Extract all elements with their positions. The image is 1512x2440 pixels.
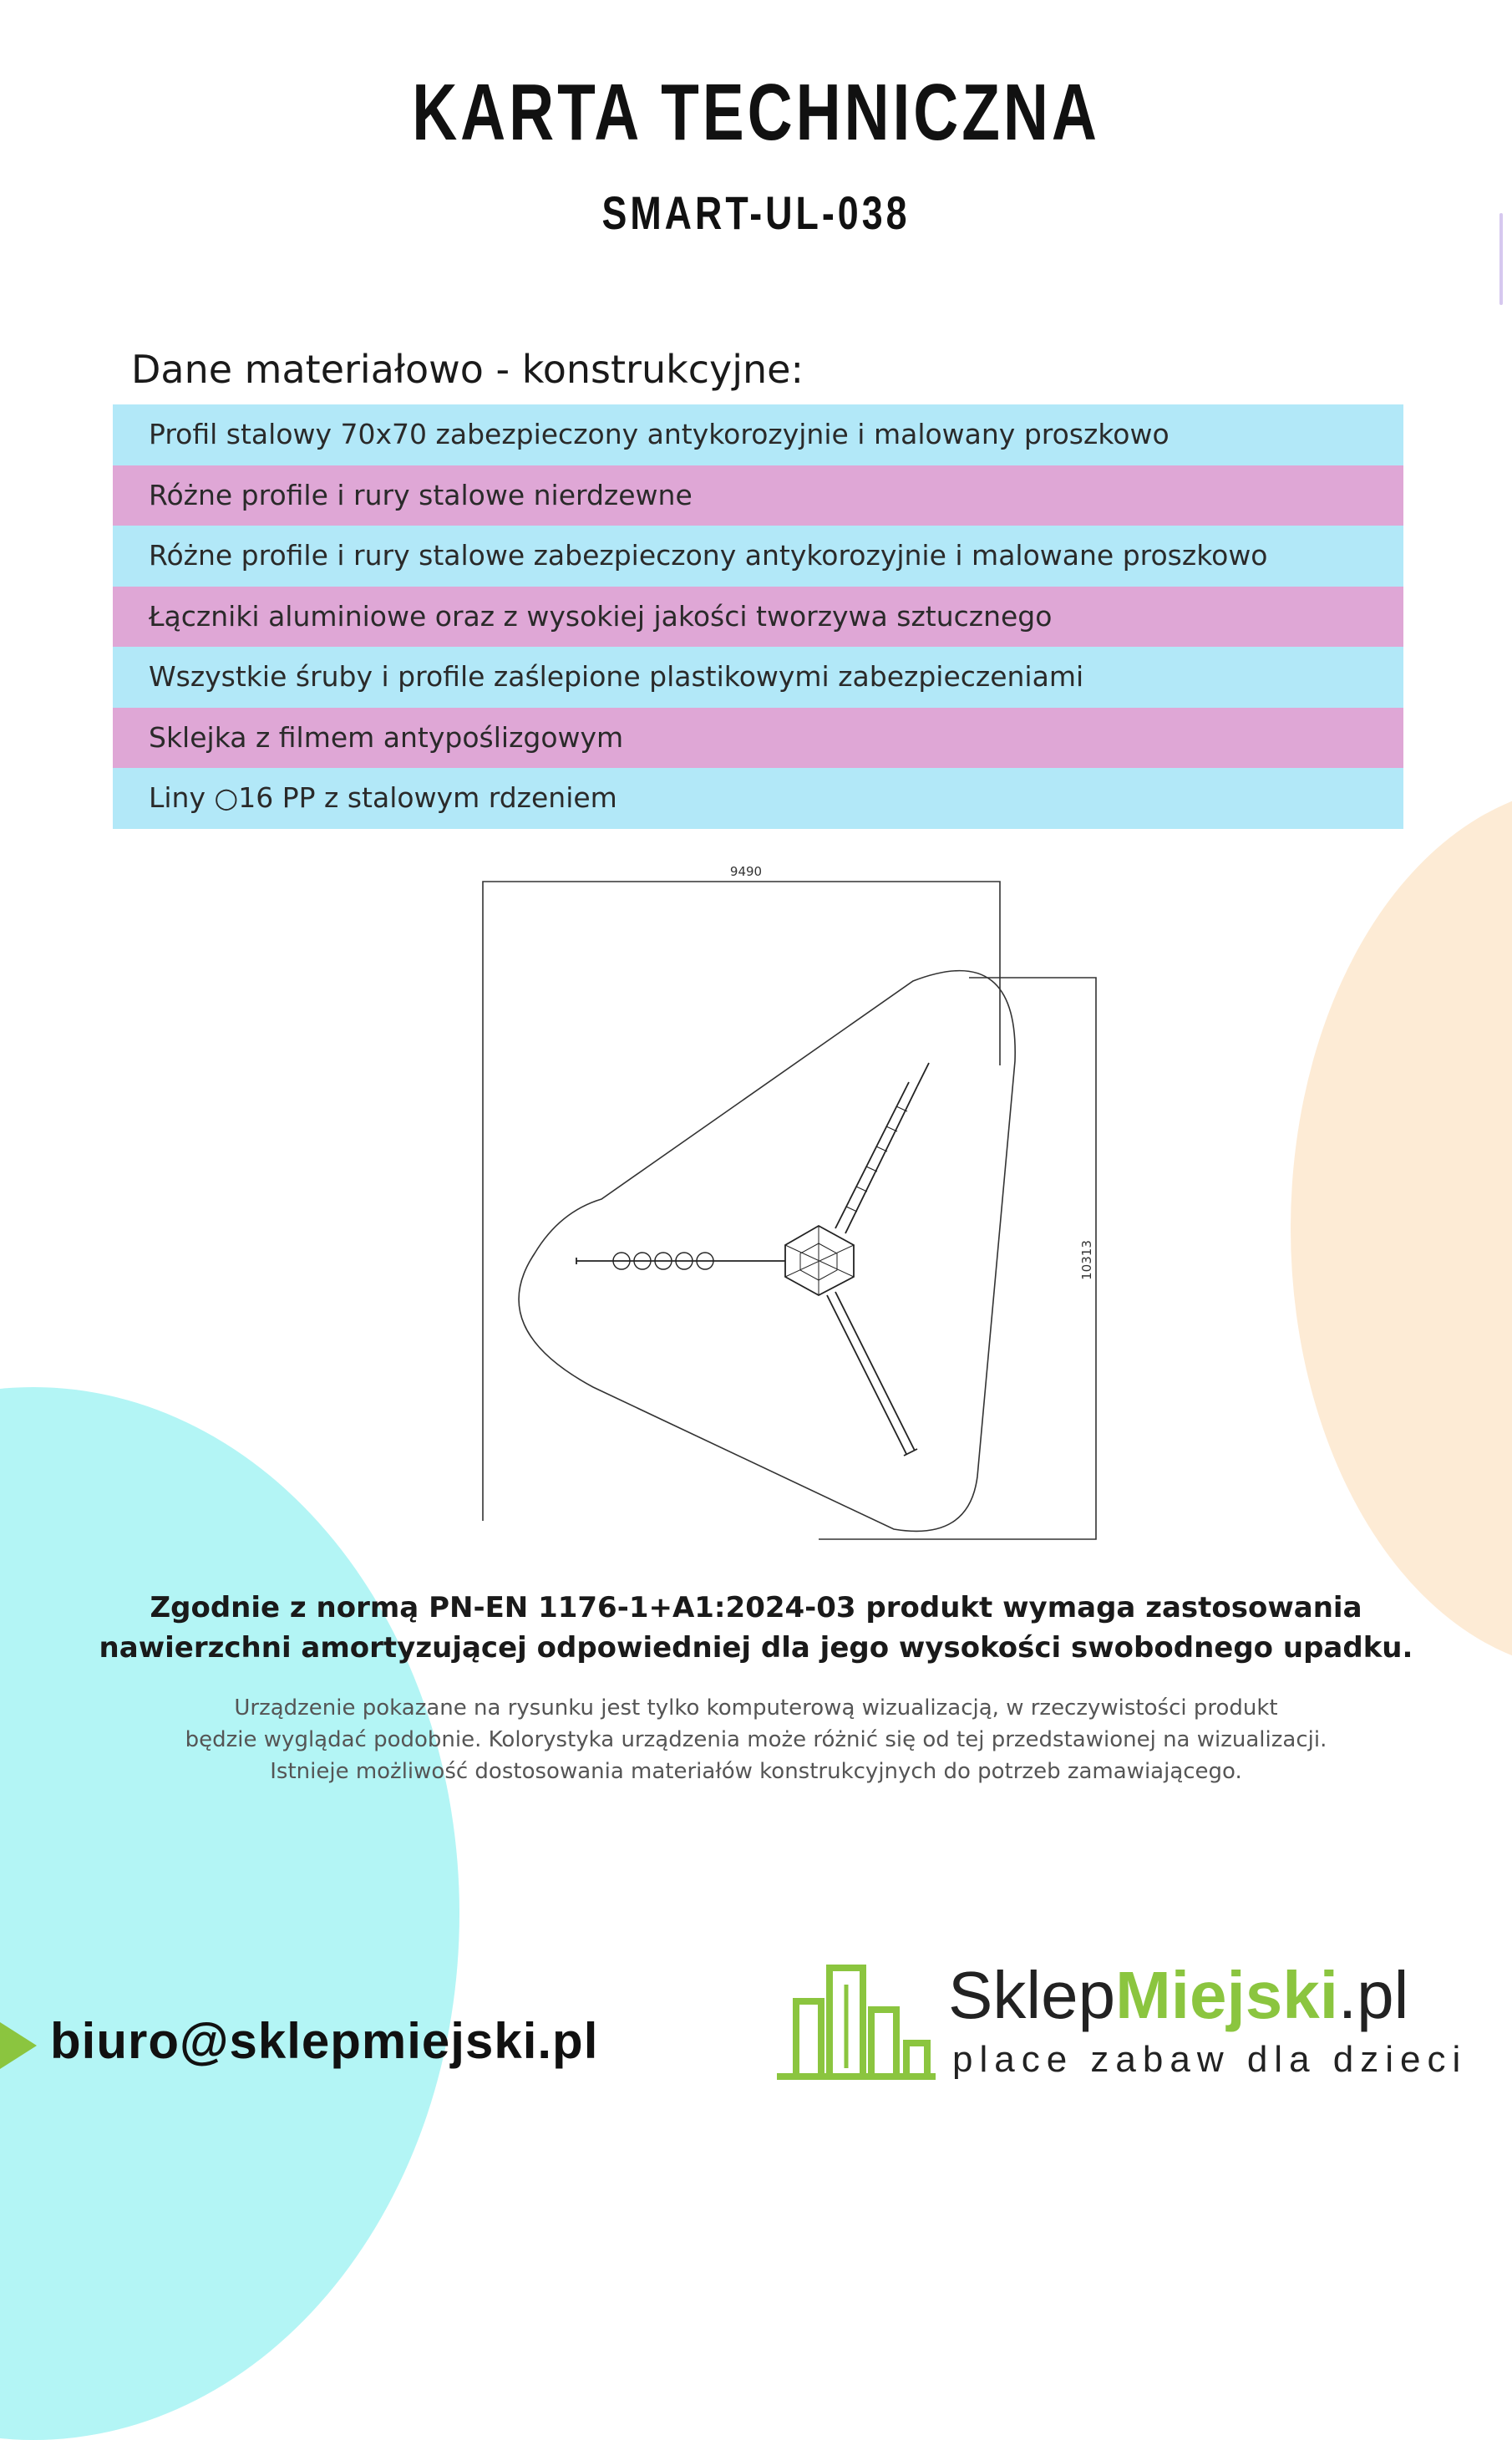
ladder-rung (866, 1167, 877, 1172)
brand-part: Sklep (948, 1958, 1116, 2032)
safety-zone-outline (519, 971, 1015, 1532)
product-code: SMART-UL-038 (601, 186, 911, 239)
page-title: KARTA TECHNICZNA (412, 68, 1100, 157)
norm-line: nawierzchni amortyzującej odpowiedniej dla jego wysokości swobodnego upadku. (99, 1631, 1413, 1665)
lower-arm (827, 1295, 906, 1454)
brand-name (948, 1957, 1408, 2034)
brand-tagline: place zabaw dla dzieci (952, 2039, 1468, 2080)
materials-row: Łączniki aluminiowe oraz z wysokiej jakości tworzywa sztucznego (113, 587, 1403, 648)
materials-heading: Dane materiałowo - konstrukcyjne: (131, 347, 804, 392)
height-dimension-box (819, 978, 1096, 1539)
decorative-cyan-circle (0, 1387, 459, 2440)
lower-arm (835, 1292, 915, 1451)
materials-row: Różne profile i rury stalowe nierdzewne (113, 465, 1403, 526)
norm-notice (0, 1588, 1512, 1668)
height-dimension-label: 10313 (1079, 1240, 1094, 1280)
materials-row: Profil stalowy 70x70 zabezpieczony antykorozyjnie i malowany proszkowo (113, 404, 1403, 465)
technical-drawing (468, 861, 1111, 1546)
disclaimer (0, 1692, 1512, 1787)
ladder-rung (856, 1187, 867, 1192)
materials-table (113, 404, 1403, 829)
ladder-rung (876, 1146, 887, 1151)
contact-email[interactable]: biuro@sklepmiejski.pl (50, 2013, 599, 2069)
disclaimer-line: Istnieje możliwość dostosowania materiałów konstrukcyjnych do potrzeb zamawiającego. (270, 1759, 1242, 1784)
width-dimension-label: 9490 (729, 864, 763, 879)
materials-row: Liny ○16 PP z stalowym rdzeniem (113, 768, 1403, 829)
upper-arm-top (917, 1063, 929, 1086)
materials-row: Sklejka z filmem antypoślizgowym (113, 708, 1403, 769)
decorative-peach-circle (1291, 785, 1512, 1671)
materials-row: Różne profile i rury stalowe zabezpieczony antykorozyjnie i malowane proszkowo (113, 526, 1403, 587)
ladder-rung (886, 1126, 897, 1131)
arrow-icon (0, 2022, 37, 2069)
brand-part: .pl (1337, 1958, 1409, 2032)
ladder-rung (846, 1207, 857, 1212)
building-logo-icon (773, 1951, 940, 2085)
decorative-corner-mark (1499, 213, 1503, 305)
disclaimer-line: Urządzenie pokazane na rysunku jest tylko komputerową wizualizacją, w rzeczywistości produkt (234, 1695, 1278, 1721)
brand-part-accent: Miejski (1115, 1958, 1338, 2032)
norm-line: Zgodnie z normą PN-EN 1176-1+A1:2024-03 produkt wymaga zastosowania (150, 1591, 1362, 1624)
materials-row: Wszystkie śruby i profile zaślepione plastikowymi zabezpieczeniami (113, 647, 1403, 708)
disclaimer-line: będzie wyglądać podobnie. Kolorystyka urządzenia może różnić się od tej przedstawionej na wizualizacji. (185, 1727, 1327, 1752)
